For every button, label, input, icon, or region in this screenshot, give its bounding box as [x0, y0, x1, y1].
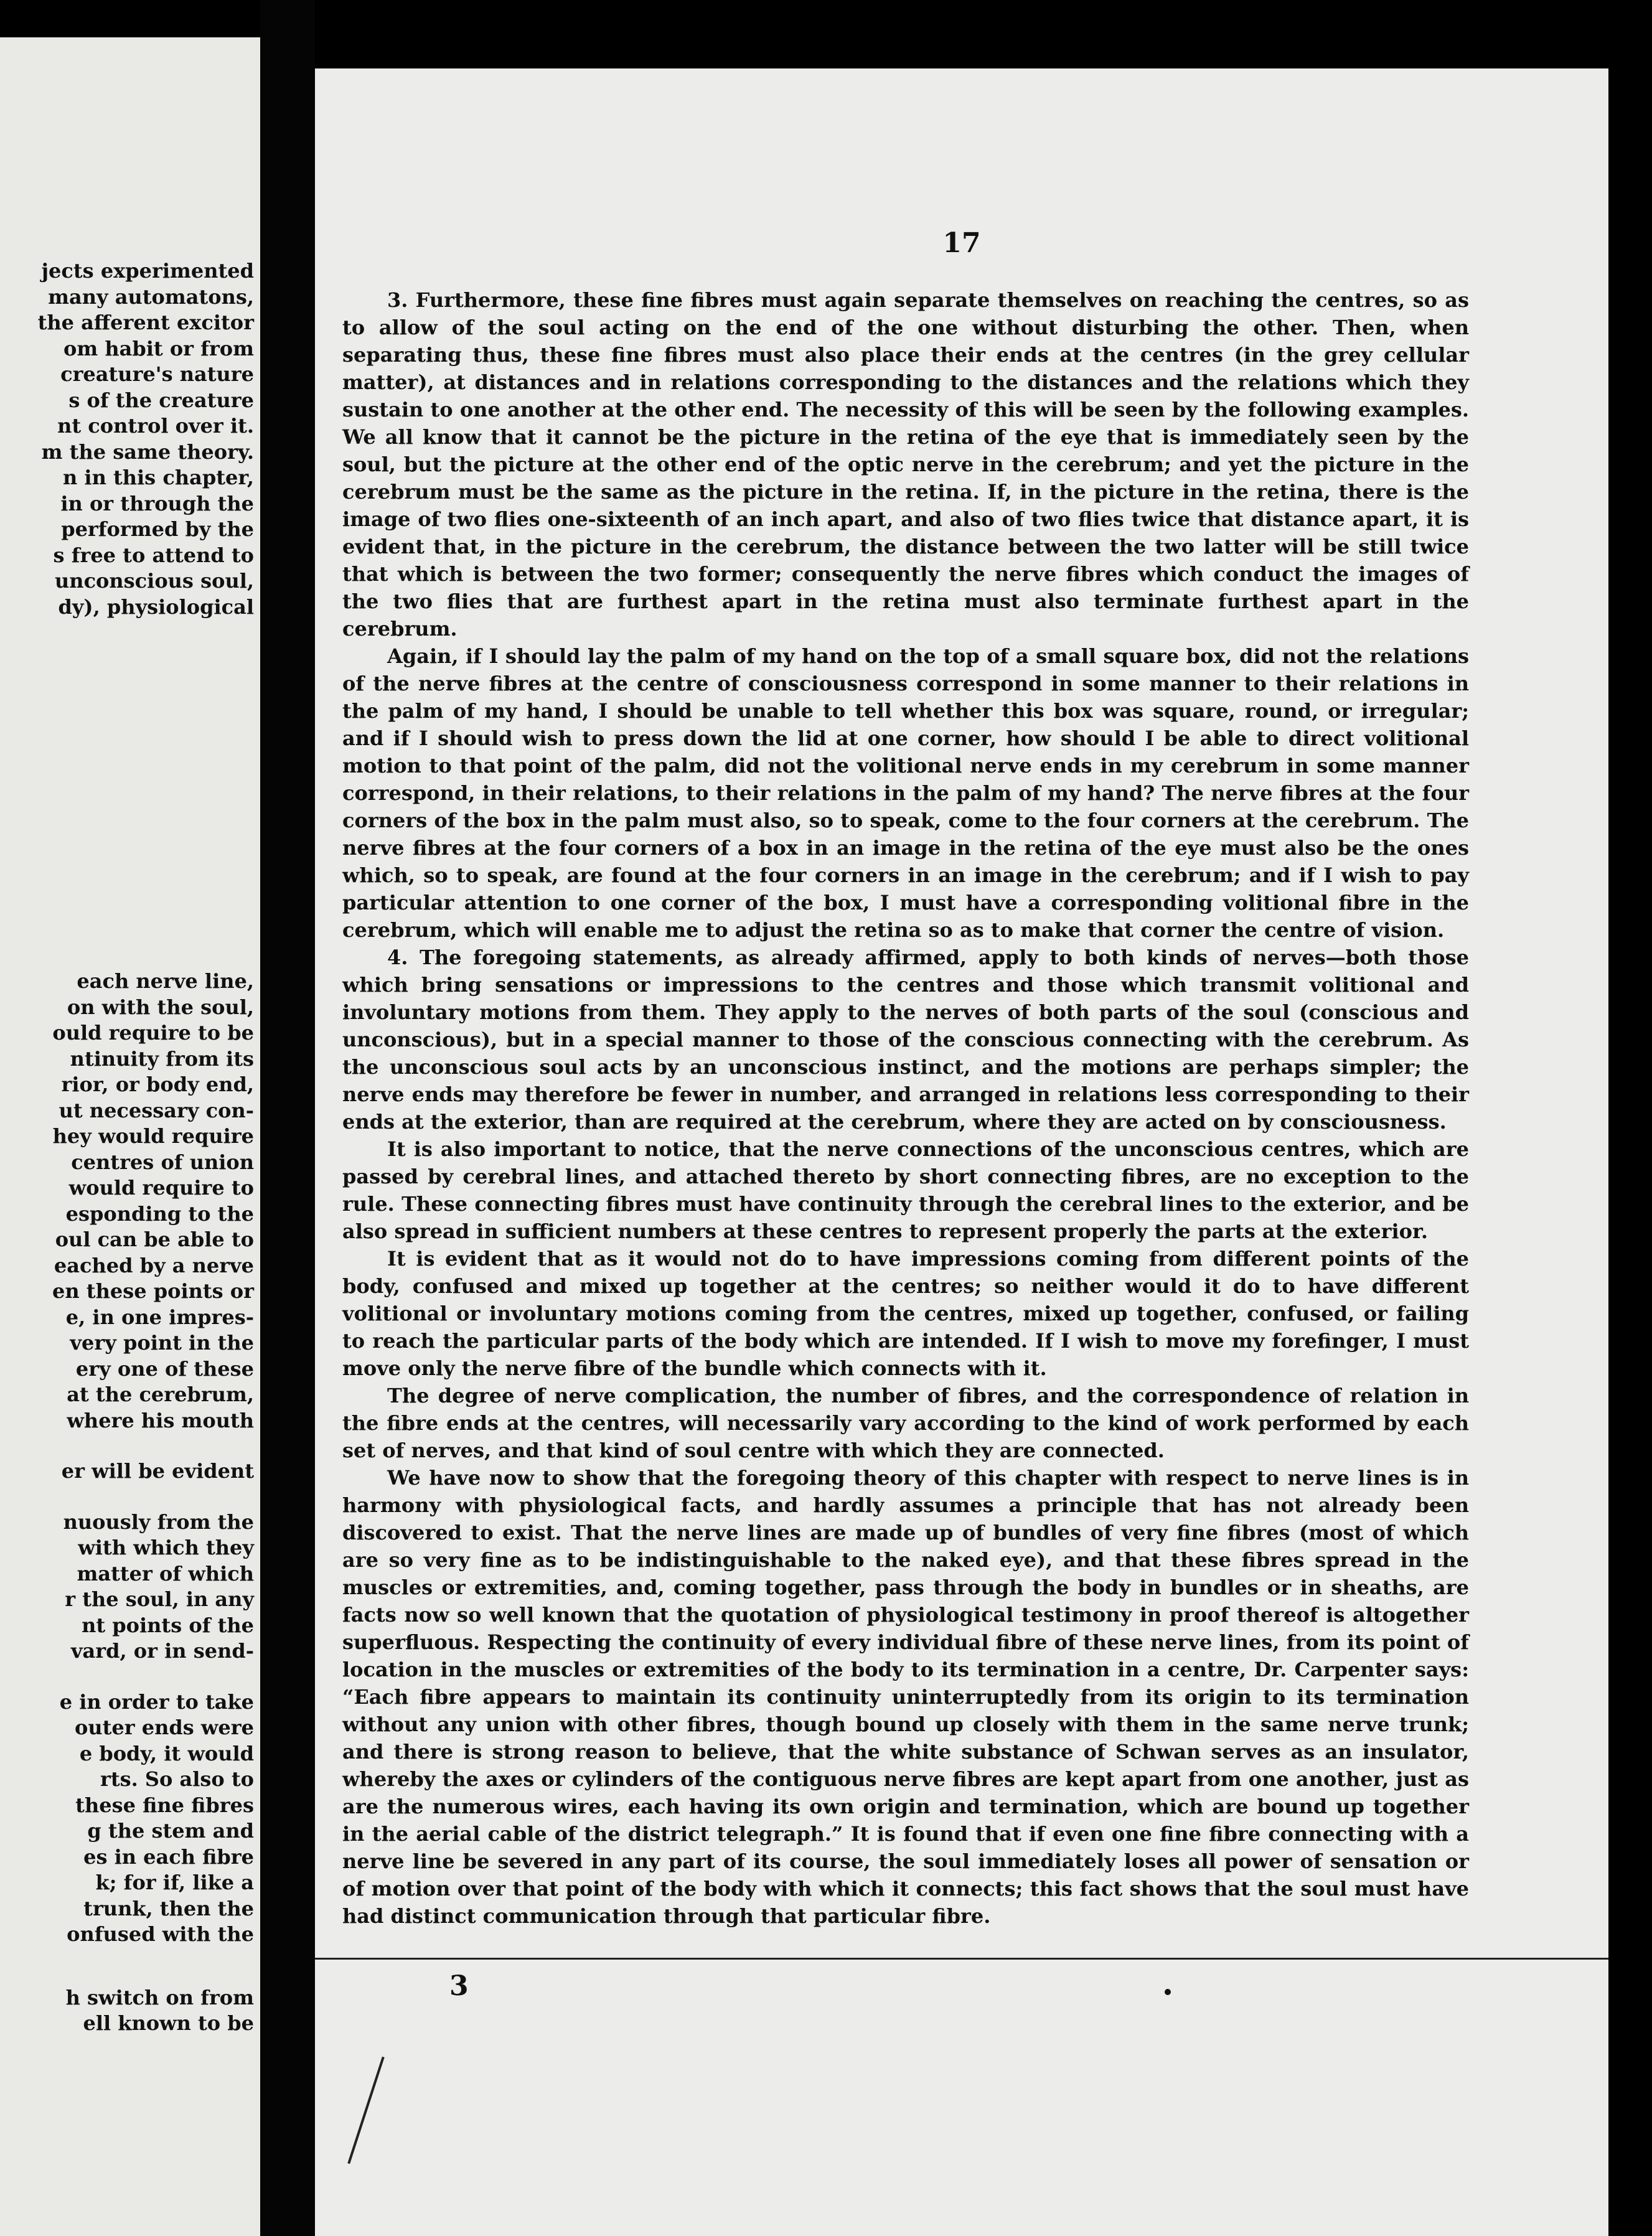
left-page-line: g the stem and: [87, 1819, 254, 1843]
page-number: 17: [942, 227, 981, 259]
left-page-line: performed by the: [61, 517, 254, 541]
left-page-line: ut necessary con-: [59, 1098, 254, 1122]
left-page-line: rts. So also to: [100, 1767, 254, 1791]
left-page-line: unconscious soul,: [55, 569, 254, 593]
left-page-line: jects experimented: [41, 259, 254, 283]
paragraph: It is also important to notice, that the nerve connections of the unconscious centres, which are passed by cerebral lines, and attached thereto by short connecting fibres, are no exception to the rule. These connecting fibres must have continuity through the cerebral lines to the exterior, and be also spread in sufficient numbers at these centres to represent properly the parts at the exterior.: [342, 1137, 1469, 1243]
left-page-line: nuously from the: [63, 1510, 254, 1534]
left-page-line: n in this chapter,: [63, 466, 254, 489]
paragraph: Again, if I should lay the palm of my hand on the top of a small square box, did not the relations of the nerve fibres at the centre of consciousness correspond in some manner to their relations in the palm of my hand, I should be unable to tell whether this box was square, round, or irregular; and if I should wish to press down the lid at one corner, how should I be able to direct volitional motion to that point of the palm, did not the volitional nerve ends in my cerebrum in some manner correspond, in their relations, to their relations in the palm of my hand? The nerve fibres at the four corners of the box in the palm must also, so to speak, come to the four corners at the cerebrum. The nerve fibres at the four corners of a box in an image in the retina of the eye must also be the ones which, so to speak, are found at the four corners in an image in the cerebrum; and if I wish to pay particular attention to one corner of the box, I must have a corresponding volitional fibre in the cerebrum, which will enable me to adjust the retina so as to make that corner the centre of vision.: [342, 644, 1469, 942]
left-page-line: hey would require: [52, 1124, 254, 1148]
left-page-line: the afferent excitor: [37, 311, 254, 334]
left-page-line: ntinuity from its: [70, 1046, 254, 1071]
left-page-line: onfused with the: [67, 1922, 254, 1946]
left-page-line: m the same theory.: [41, 439, 254, 464]
left-page-line: oul can be able to: [55, 1228, 254, 1251]
book-gutter: [260, 0, 315, 2236]
left-page-line: matter of which: [77, 1561, 254, 1585]
left-page-line: outer ends were: [74, 1716, 254, 1739]
left-page-line: h switch on from: [65, 1985, 254, 2009]
left-page-line: r the soul, in any: [65, 1587, 254, 1611]
left-page-line: with which they: [78, 1536, 254, 1559]
right-page: [315, 68, 1608, 2236]
scan-edge: [1608, 0, 1652, 2236]
paragraph: 4. The foregoing statements, as already affirmed, apply to both kinds of nerves—both those which bring sensations or impressions to the centres and those which transmit volitional and involuntary motions from them. They apply to the nerves of both parts of the soul (conscious and unconscious), but in a special manner to those of the conscious connecting with the cerebrum. As the unconscious soul acts by an unconscious instinct, and the motions are perhaps simpler; the nerve ends may therefore be fewer in number, and arranged in relations less corresponding to their ends at the exterior, than are required at the cerebrum, where they are acted on by consciousness.: [342, 946, 1469, 1134]
left-page: [0, 37, 260, 2236]
left-page-line: eached by a nerve: [54, 1253, 254, 1277]
footer-rule: [315, 1958, 1608, 1960]
left-page-line: nt control over it.: [57, 414, 254, 438]
left-page-line: s free to attend to: [53, 543, 254, 567]
left-page-line: er will be evident: [61, 1459, 254, 1483]
left-page-line: e body, it would: [79, 1741, 254, 1765]
left-page-line: centres of union: [71, 1150, 254, 1174]
left-page-line: would require to: [68, 1176, 254, 1200]
left-page-line: very point in the: [70, 1331, 254, 1355]
left-page-line: k; for if, like a: [95, 1871, 254, 1894]
pen-stroke-mark: [347, 2057, 384, 2164]
left-page-line: s of the creature: [68, 388, 254, 412]
left-page-line: dy), physiological: [58, 594, 254, 619]
paragraph: It is evident that as it would not do to have impressions coming from different points of the body, confused and mixed up together at the centres; so neither would it do to have different volitional or involuntary motions coming from the centres, mixed up together, confused, or failing to reach the particular parts of the body which are intended. If I wish to move my forefinger, I must move only the nerve fibre of the bundle which connects with it.: [342, 1247, 1469, 1380]
left-page-line: om habit or from: [63, 336, 254, 360]
left-page-line: nt points of the: [82, 1613, 254, 1637]
ink-dot: [1165, 1989, 1171, 1995]
left-page-line: vard, or in send-: [70, 1639, 254, 1663]
left-page-line: where his mouth: [67, 1408, 254, 1432]
left-page-line: trunk, then the: [83, 1896, 254, 1920]
left-page-line: ery one of these: [75, 1356, 254, 1381]
left-page-line: at the cerebrum,: [67, 1383, 254, 1406]
left-page-line: in or through the: [60, 491, 254, 515]
left-page-line: creature's nature: [60, 362, 254, 386]
left-page-line: e in order to take: [59, 1689, 254, 1714]
left-page-line: on with the soul,: [67, 995, 254, 1019]
left-page-line: these fine fibres: [75, 1793, 254, 1817]
left-page-line: each nerve line,: [77, 969, 254, 993]
paragraph: 3. Furthermore, these fine fibres must again separate themselves on reaching the centres, so as to allow of the soul acting on the end of the one without disturbing the other. Then, when separating thus, these fine fibres must also place their ends at the centres (in the grey cellular matter), at distances and in relations corresponding to the distances and the relations which they sustain to one another at the other end. The necessity of this will be seen by the following examples. We all know that it cannot be the picture in the retina of the eye that is immediately seen by the soul, but the picture at the other end of the optic nerve in the cerebrum; and yet the picture in the cerebrum must be the same as the picture in the retina. If, in the picture in the retina, there is the image of two flies one-sixteenth of an inch apart, and also of two flies twice that distance apart, it is evident that, in the picture in the cerebrum, the distance between the two latter will be still twice that which is between the two former; consequently the nerve fibres which conduct the images of the two flies that are furthest apart in the retina must also terminate furthest apart in the cerebrum.: [342, 288, 1469, 641]
left-page-line: many automatons,: [48, 284, 254, 309]
left-page-line: ould require to be: [52, 1021, 254, 1045]
left-page-line: es in each fibre: [83, 1844, 254, 1869]
left-page-line: ell known to be: [83, 2011, 254, 2035]
signature-mark: 3: [449, 1970, 469, 2002]
text-column: [342, 286, 1469, 1930]
paragraph: We have now to show that the foregoing theory of this chapter with respect to nerve lines is in harmony with physiological facts, and hardly assumes a principle that has not already been discovered to exist. That the nerve lines are made up of bundles of very fine fibres (most of which are so very fine as to be indistinguishable to the naked eye), and that these fibres spread in the muscles or extremities, and, coming together, pass through the body in bundles or in sheaths, are facts now so well known that the quotation of physiological testimony in proof thereof is altogether superfluous. Respecting the continuity of every individual fibre of these nerve lines, from its point of location in the muscles or extremities of the body to its termination in a centre, Dr. Carpenter says: “Each fibre appears to maintain its continuity uninterruptedly from its origin to its termination without any union with other fibres, though bound up closely with them in the same nerve trunk; and there is strong reason to believe, that the white substance of Schwan serves as an insulator, whereby the axes or cylinders of the contiguous nerve fibres are kept apart from one another, just as are the numerous wires, each having its own origin and termination, which are bound up together in the aerial cable of the district telegraph.” It is found that if even one fine fibre connecting with a nerve line be severed in any part of its course, the soul immediately loses all power of sensation or of motion over that point of the body with which it connects; this fact shows that the soul must have had distinct communication through that particular fibre.: [342, 1466, 1469, 1928]
left-page-line: en these points or: [52, 1279, 254, 1303]
left-page-line: e, in one impres-: [65, 1305, 254, 1329]
paragraph: The degree of nerve complication, the number of fibres, and the correspondence of relation in the fibre ends at the centres, will necessarily vary according to the kind of work performed by each set of nerves, and that kind of soul centre with which they are connected.: [342, 1384, 1469, 1462]
left-page-line: rior, or body end,: [61, 1073, 254, 1096]
left-page-line: esponding to the: [65, 1201, 254, 1226]
